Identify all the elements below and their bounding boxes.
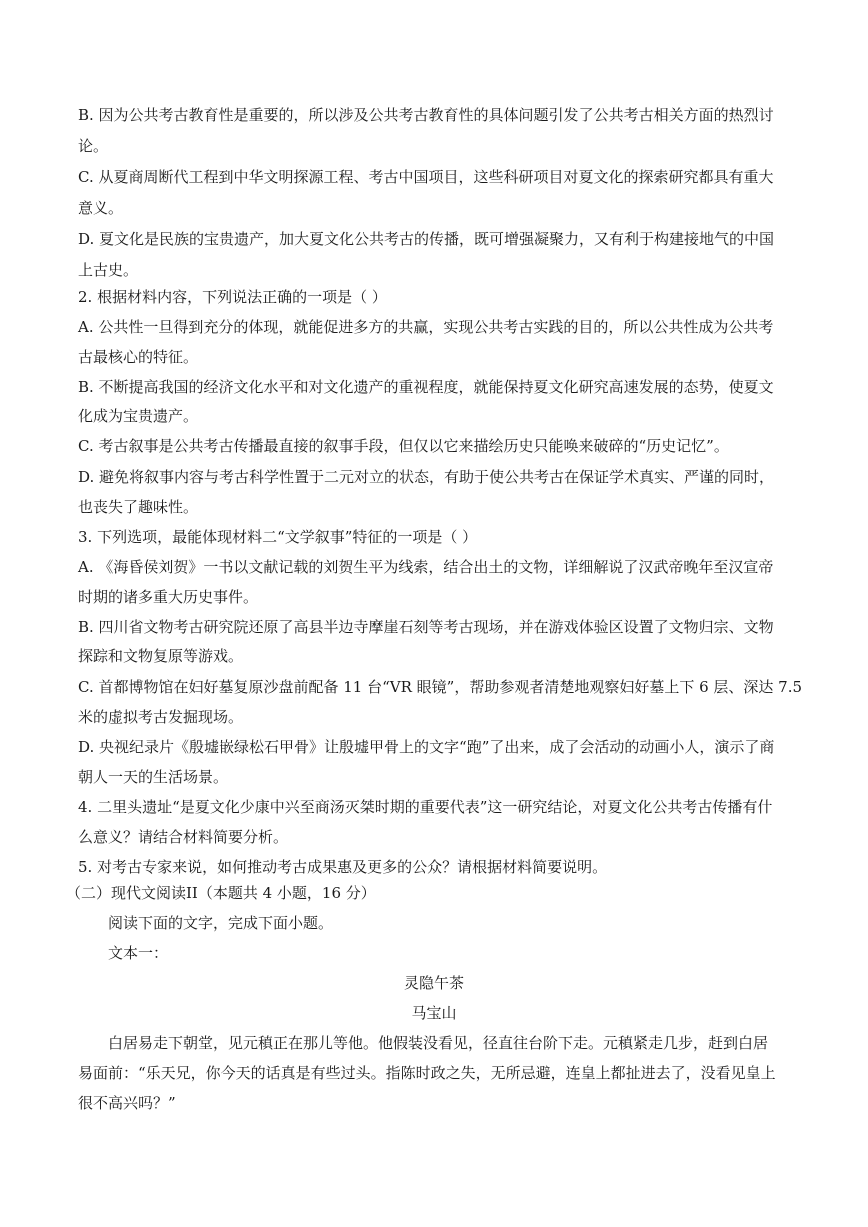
q3-option-b: B. 四川省文物考古研究院还原了高县半边寺摩崖石刻等考古现场，并在游戏体验区设置了文物归宗、文物 [78,618,774,636]
q2-option-d-cont: 也丧失了趣味性。 [78,498,199,516]
q3-option-a-cont: 时期的诸多重大历史事件。 [78,588,259,606]
q2-option-b: B. 不断提高我国的经济文化水平和对文化遗产的重视程度，就能保持夏文化研究高速发展的态势，使夏文 [78,378,774,396]
option-c-text: C. 从夏商周断代工程到中华文明探源工程、考古中国项目，这些科研项目对夏文化的探索研究都具有重大 [78,168,774,186]
q2-option-a-cont: 古最核心的特征。 [78,348,199,366]
q3-option-a: A. 《海昏侯刘贺》一书以文献记载的刘贺生平为线索，结合出土的文物，详细解说了汉武帝晚年至汉宣帝 [78,558,774,576]
question-4: 4. 二里头遗址“是夏文化少康中兴至商汤灭桀时期的重要代表”这一研究结论，对夏文化公共考古传播有什 [78,798,773,816]
question-2: 2. 根据材料内容，下列说法正确的一项是（ ） [78,288,387,306]
option-b-text: B. 因为公共考古教育性是重要的，所以涉及公共考古教育性的具体问题引发了公共考古相关方面的热烈讨 [78,106,774,124]
option-d-text-cont: 上古史。 [78,261,139,279]
article-title: 灵隐午茶 [403,974,464,992]
article-author: 马宝山 [411,1004,457,1022]
q2-option-a: A. 公共性一旦得到充分的体现，就能促进多方的共赢，实现公共考古实践的目的，所以公共性成为公共考 [78,318,774,336]
body-paragraph-cont: 易面前：“乐天兄，你今天的话真是有些过头。指陈时政之失，无所忌避，连皇上都扯进去了，没看见皇上 [78,1064,776,1082]
q2-option-c: C. 考古叙事是公共考古传播最直接的叙事手段，但仅以它来描绘历史只能唤来破碎的“历史记忆”。 [78,437,729,455]
question-4-cont: 么意义？请结合材料简要分析。 [78,828,289,846]
question-3: 3. 下列选项，最能体现材料二“文学叙事”特征的一项是（ ） [78,528,478,546]
option-c-text-cont: 意义。 [78,199,124,217]
q3-option-b-cont: 探踪和文物复原等游戏。 [78,647,244,665]
instruction-text: 阅读下面的文字，完成下面小题。 [108,914,334,932]
q3-option-c-cont: 米的虚拟考古发掘现场。 [78,708,244,726]
text-one-label: 文本一： [108,944,169,962]
question-5: 5. 对考古专家来说，如何推动考古成果惠及更多的公众？请根据材料简要说明。 [78,858,608,876]
q3-option-d: D. 央视纪录片《殷墟嵌绿松石甲骨》让殷墟甲骨上的文字“跑”了出来，成了会活动的动画小人，演示了商 [78,738,775,756]
q2-option-d: D. 避免将叙事内容与考古科学性置于二元对立的状态，有助于使公共考古在保证学术真实、严谨的同时， [78,468,775,486]
q2-option-b-cont: 化成为宝贵遗产。 [78,407,199,425]
option-b-text-cont: 论。 [78,137,109,155]
body-paragraph: 白居易走下朝堂，见元稹正在那儿等他。他假装没看见，径直往台阶下走。元稹紧走几步，赶到白居 [108,1034,769,1052]
q3-option-d-cont: 朝人一天的生活场景。 [78,768,229,786]
option-d-text: D. 夏文化是民族的宝贵遗产，加大夏文化公共考古的传播，既可增强凝聚力，又有利于构建接地气的中国 [78,230,775,248]
section-heading: （二）现代文阅读II（本题共 4 小题，16 分） [66,884,376,902]
q3-option-c: C. 首都博物馆在妇好墓复原沙盘前配备 11 台“VR 眼镜”，帮助参观者清楚地观察妇好墓上下 6 层、深达 7.5 [78,678,803,696]
body-paragraph-cont-2: 很不高兴吗？” [78,1094,176,1112]
